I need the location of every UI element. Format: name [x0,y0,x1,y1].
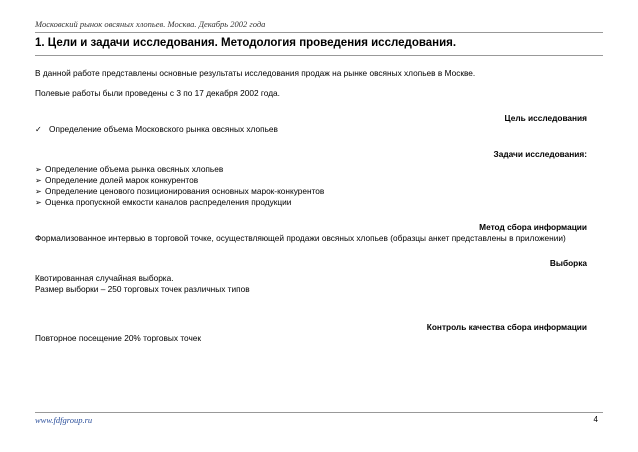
arrow-bullet-icon: ➢ [35,165,42,174]
task-item-text: Оценка пропускной емкости каналов распределения продукции [45,197,292,207]
footer-link[interactable]: www.fdfgroup.ru [35,415,93,425]
title-divider [35,55,603,56]
running-title: Московский рынок овсяных хлопьев. Москва. Декабрь 2002 года [35,19,266,29]
task-item-text: Определение объема рынка овсяных хлопьев [45,164,224,174]
sample-line-1: Квотированная случайная выборка. [35,273,174,283]
intro-line-2: Полевые работы были проведены с 3 по 17 декабря 2002 года. [35,88,280,98]
task-item [35,175,587,186]
task-item [35,186,587,197]
arrow-bullet-icon: ➢ [35,187,42,196]
content-body [35,68,587,344]
method-text: Формализованное интервью в торговой точке, осуществляющей продажи овсяных хлопьев (образцы анкет представлены в приложении) [35,233,566,243]
footer-divider [35,412,603,413]
goal-item-text: Определение объема Московского рынка овсяных хлопьев [49,124,278,134]
section-title: 1. Цели и задачи исследования. Методология проведения исследования. [35,37,457,49]
checkmark-icon: ✓ [35,125,42,134]
arrow-bullet-icon: ➢ [35,198,42,207]
intro-line-1: В данной работе представлены основные результаты исследования продаж на рынке овсяных хлопьев в Москве. [35,68,476,78]
page-number: 4 [593,415,598,424]
task-item-text: Определение ценового позиционирования основных марок-конкурентов [45,186,325,196]
method-heading: Метод сбора информации [479,222,587,232]
quality-text: Повторное посещение 20% торговых точек [35,333,202,343]
task-item-text: Определение долей марок конкурентов [45,175,199,185]
task-item [35,197,587,208]
arrow-bullet-icon: ➢ [35,176,42,185]
task-item [35,164,587,175]
quality-heading: Контроль качества сбора информации [426,322,587,332]
header-divider [35,32,603,33]
sample-heading: Выборка [549,258,587,268]
tasks-heading: Задачи исследования: [493,149,587,159]
goal-heading: Цель исследования [504,113,587,123]
sample-line-2: Размер выборки – 250 торговых точек различных типов [35,284,250,294]
goal-item [35,124,587,135]
